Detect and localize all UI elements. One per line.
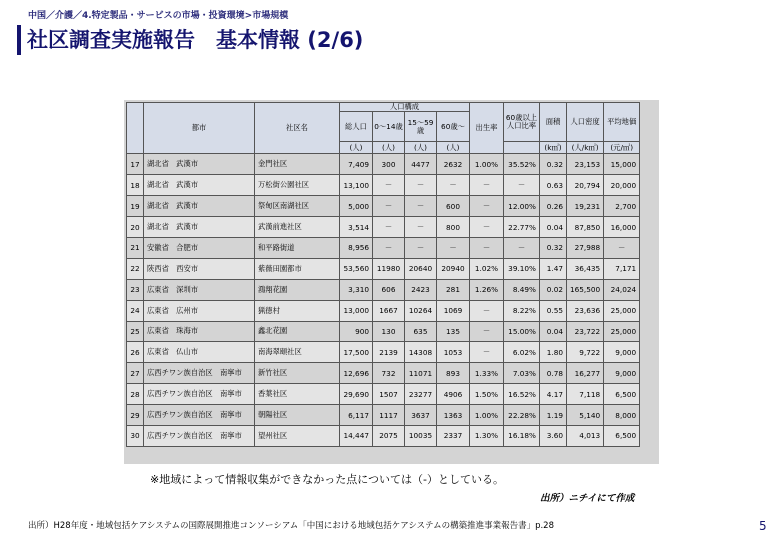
- row-total-pop: 14,447: [340, 425, 373, 446]
- row-age-60: 600: [437, 196, 470, 217]
- row-land-price: 8,000: [604, 405, 640, 426]
- row-total-pop: 13,000: [340, 300, 373, 321]
- header-land-price-unit: (元/㎡): [604, 142, 640, 154]
- row-community: 香葉社区: [255, 384, 340, 405]
- row-area: 1.19: [540, 405, 567, 426]
- row-city: 湖北省 武漢市: [144, 154, 255, 175]
- row-age-60: 1069: [437, 300, 470, 321]
- row-no: 21: [127, 237, 144, 258]
- row-age-0-14: 606: [373, 279, 405, 300]
- row-density: 7,118: [567, 384, 604, 405]
- row-density: 9,722: [567, 342, 604, 363]
- table-row: [127, 342, 640, 363]
- table-row: [127, 405, 640, 426]
- row-age-15-59: 11071: [405, 363, 437, 384]
- row-age-60: 893: [437, 363, 470, 384]
- row-land-price: 25,000: [604, 300, 640, 321]
- header-density: 人口密度: [567, 103, 604, 142]
- header-elderly-ratio: 60歳以上人口比率: [504, 103, 540, 142]
- row-community: 鑫北花園: [255, 321, 340, 342]
- row-age-15-59: 3637: [405, 405, 437, 426]
- row-age-0-14: 1667: [373, 300, 405, 321]
- row-birth-rate: －: [470, 342, 504, 363]
- row-area: 0.04: [540, 321, 567, 342]
- row-elderly-ratio: 12.00%: [504, 196, 540, 217]
- row-city: 広東省 珠海市: [144, 321, 255, 342]
- row-city: 広西チワン族自治区 南寧市: [144, 425, 255, 446]
- row-age-60: 4906: [437, 384, 470, 405]
- table-row: [127, 196, 640, 217]
- row-age-0-14: 300: [373, 154, 405, 175]
- row-total-pop: 3,514: [340, 217, 373, 238]
- row-total-pop: 53,560: [340, 258, 373, 279]
- table-row: [127, 321, 640, 342]
- row-age-15-59: －: [405, 196, 437, 217]
- row-no: 24: [127, 300, 144, 321]
- row-land-price: 24,024: [604, 279, 640, 300]
- header-elderly-blank: [504, 142, 540, 154]
- row-area: 4.17: [540, 384, 567, 405]
- row-elderly-ratio: 22.28%: [504, 405, 540, 426]
- row-land-price: 16,000: [604, 217, 640, 238]
- row-area: 0.02: [540, 279, 567, 300]
- row-total-pop: 5,000: [340, 196, 373, 217]
- row-community: 南海翠頤社区: [255, 342, 340, 363]
- row-community: 望州社区: [255, 425, 340, 446]
- row-total-pop: 6,117: [340, 405, 373, 426]
- row-total-pop: 17,500: [340, 342, 373, 363]
- row-birth-rate: 1.33%: [470, 363, 504, 384]
- title-accent-bar: [17, 25, 21, 55]
- row-density: 36,435: [567, 258, 604, 279]
- row-density: 23,636: [567, 300, 604, 321]
- row-no: 26: [127, 342, 144, 363]
- table-row: [127, 217, 640, 238]
- row-no: 30: [127, 425, 144, 446]
- row-area: 0.32: [540, 154, 567, 175]
- row-community: 祭甸区南湖社区: [255, 196, 340, 217]
- row-total-pop: 900: [340, 321, 373, 342]
- row-area: 0.78: [540, 363, 567, 384]
- row-total-pop: 3,310: [340, 279, 373, 300]
- row-area: 0.26: [540, 196, 567, 217]
- row-density: 165,500: [567, 279, 604, 300]
- row-elderly-ratio: －: [504, 237, 540, 258]
- row-no: 25: [127, 321, 144, 342]
- bottom-source-citation: 出所）H28年度・地域包括ケアシステムの国際展開推進コンソーシアム「中国における地域包括ケアシステムの構築推進事業報告書」p.28: [28, 521, 554, 531]
- row-total-pop: 29,690: [340, 384, 373, 405]
- row-elderly-ratio: 39.10%: [504, 258, 540, 279]
- row-land-price: 6,500: [604, 384, 640, 405]
- row-age-60: 1053: [437, 342, 470, 363]
- row-birth-rate: －: [470, 217, 504, 238]
- header-age-60-unit: (人): [437, 142, 470, 154]
- row-age-60: 2632: [437, 154, 470, 175]
- row-community: 朝陽社区: [255, 405, 340, 426]
- header-age-0-14: 0～14歳: [373, 112, 405, 142]
- row-city: 広西チワン族自治区 南寧市: [144, 363, 255, 384]
- row-total-pop: 12,696: [340, 363, 373, 384]
- row-community: 和平路街道: [255, 237, 340, 258]
- row-age-0-14: 732: [373, 363, 405, 384]
- row-land-price: 7,171: [604, 258, 640, 279]
- row-density: 20,794: [567, 175, 604, 196]
- row-no: 19: [127, 196, 144, 217]
- row-city: 湖北省 武漢市: [144, 217, 255, 238]
- row-birth-rate: 1.02%: [470, 258, 504, 279]
- row-no: 20: [127, 217, 144, 238]
- row-area: 0.55: [540, 300, 567, 321]
- row-no: 27: [127, 363, 144, 384]
- row-birth-rate: 1.00%: [470, 154, 504, 175]
- row-density: 5,140: [567, 405, 604, 426]
- table-row: [127, 363, 640, 384]
- header-land-price: 平均地価: [604, 103, 640, 142]
- source-note: 出所）ニチイにて作成: [540, 493, 635, 504]
- row-age-0-14: 11980: [373, 258, 405, 279]
- row-birth-rate: －: [470, 196, 504, 217]
- table-row: [127, 279, 640, 300]
- row-density: 23,153: [567, 154, 604, 175]
- table-footnote: ※地域によって情報収集ができなかった点については（-）としている。: [150, 473, 504, 486]
- row-birth-rate: 1.50%: [470, 384, 504, 405]
- row-age-0-14: －: [373, 196, 405, 217]
- row-birth-rate: －: [470, 237, 504, 258]
- table-row: [127, 175, 640, 196]
- row-age-15-59: 10035: [405, 425, 437, 446]
- header-area-unit: (k㎡): [540, 142, 567, 154]
- row-elderly-ratio: －: [504, 175, 540, 196]
- row-elderly-ratio: 8.49%: [504, 279, 540, 300]
- row-land-price: 9,000: [604, 342, 640, 363]
- row-age-15-59: 10264: [405, 300, 437, 321]
- row-age-15-59: 4477: [405, 154, 437, 175]
- row-density: 19,231: [567, 196, 604, 217]
- header-total-pop: 総人口: [340, 112, 373, 142]
- table-row: [127, 300, 640, 321]
- row-age-0-14: －: [373, 217, 405, 238]
- row-land-price: 2,700: [604, 196, 640, 217]
- row-elderly-ratio: 15.00%: [504, 321, 540, 342]
- row-total-pop: 13,100: [340, 175, 373, 196]
- row-elderly-ratio: 16.52%: [504, 384, 540, 405]
- table-row: [127, 384, 640, 405]
- table-row: [127, 425, 640, 446]
- row-no: 18: [127, 175, 144, 196]
- row-community: 新竹社区: [255, 363, 340, 384]
- row-age-60: －: [437, 237, 470, 258]
- row-community: 武漢前進社区: [255, 217, 340, 238]
- row-land-price: 6,500: [604, 425, 640, 446]
- row-community: 万松街公園社区: [255, 175, 340, 196]
- row-density: 87,850: [567, 217, 604, 238]
- row-elderly-ratio: 22.77%: [504, 217, 540, 238]
- row-elderly-ratio: 8.22%: [504, 300, 540, 321]
- row-density: 4,013: [567, 425, 604, 446]
- row-age-0-14: 1117: [373, 405, 405, 426]
- row-city: 広西チワン族自治区 南寧市: [144, 405, 255, 426]
- row-area: 3.60: [540, 425, 567, 446]
- row-no: 29: [127, 405, 144, 426]
- row-age-0-14: 1507: [373, 384, 405, 405]
- row-age-15-59: 20640: [405, 258, 437, 279]
- header-age-15-59: 15～59歳: [405, 112, 437, 142]
- header-pop-group: 人口構成: [340, 103, 470, 112]
- row-area: 0.04: [540, 217, 567, 238]
- row-age-60: 281: [437, 279, 470, 300]
- header-total-pop-unit: (人): [340, 142, 373, 154]
- row-birth-rate: 1.30%: [470, 425, 504, 446]
- header-no: [127, 103, 144, 154]
- row-land-price: 25,000: [604, 321, 640, 342]
- row-city: 広東省 仏山市: [144, 342, 255, 363]
- row-area: 0.63: [540, 175, 567, 196]
- row-birth-rate: －: [470, 321, 504, 342]
- row-city: 陝西省 西安市: [144, 258, 255, 279]
- row-land-price: 15,000: [604, 154, 640, 175]
- row-age-0-14: －: [373, 237, 405, 258]
- header-city: 都市: [144, 103, 255, 154]
- row-elderly-ratio: 7.03%: [504, 363, 540, 384]
- row-community: 紫薇田園都市: [255, 258, 340, 279]
- header-birth-rate: 出生率: [470, 103, 504, 154]
- row-total-pop: 7,409: [340, 154, 373, 175]
- row-age-15-59: 635: [405, 321, 437, 342]
- row-land-price: 9,000: [604, 363, 640, 384]
- table-row: [127, 258, 640, 279]
- row-age-60: －: [437, 175, 470, 196]
- row-birth-rate: 1.00%: [470, 405, 504, 426]
- row-community: 金門社区: [255, 154, 340, 175]
- survey-table: [126, 102, 640, 447]
- row-city: 広東省 深圳市: [144, 279, 255, 300]
- row-age-15-59: 23277: [405, 384, 437, 405]
- row-age-0-14: 2075: [373, 425, 405, 446]
- row-birth-rate: 1.26%: [470, 279, 504, 300]
- row-age-0-14: 130: [373, 321, 405, 342]
- page-title: 社区調査実施報告 基本情報 (2/6): [27, 28, 364, 52]
- row-city: 湖北省 武漢市: [144, 196, 255, 217]
- row-density: 27,988: [567, 237, 604, 258]
- header-community: 社区名: [255, 103, 340, 154]
- row-density: 16,277: [567, 363, 604, 384]
- header-age-0-14-unit: (人): [373, 142, 405, 154]
- row-age-0-14: －: [373, 175, 405, 196]
- row-elderly-ratio: 16.18%: [504, 425, 540, 446]
- row-birth-rate: －: [470, 175, 504, 196]
- row-elderly-ratio: 6.02%: [504, 342, 540, 363]
- row-age-15-59: 14308: [405, 342, 437, 363]
- header-area: 面積: [540, 103, 567, 142]
- row-city: 広東省 広州市: [144, 300, 255, 321]
- header-age-60: 60歳～: [437, 112, 470, 142]
- page-number: 5: [759, 519, 767, 533]
- breadcrumb: 中国／介護／4.特定製品・サービスの市場・投資環境>市場規模: [28, 11, 289, 21]
- row-density: 23,722: [567, 321, 604, 342]
- row-age-15-59: 2423: [405, 279, 437, 300]
- row-land-price: 20,000: [604, 175, 640, 196]
- row-no: 17: [127, 154, 144, 175]
- row-elderly-ratio: 35.52%: [504, 154, 540, 175]
- row-no: 28: [127, 384, 144, 405]
- row-age-0-14: 2139: [373, 342, 405, 363]
- row-area: 0.32: [540, 237, 567, 258]
- row-no: 22: [127, 258, 144, 279]
- row-age-15-59: －: [405, 175, 437, 196]
- table-row: [127, 154, 640, 175]
- row-age-60: 2337: [437, 425, 470, 446]
- row-age-60: 135: [437, 321, 470, 342]
- header-age-15-59-unit: (人): [405, 142, 437, 154]
- row-community: 猟徳村: [255, 300, 340, 321]
- row-city: 広西チワン族自治区 南寧市: [144, 384, 255, 405]
- row-age-15-59: －: [405, 237, 437, 258]
- row-area: 1.47: [540, 258, 567, 279]
- row-city: 湖北省 武漢市: [144, 175, 255, 196]
- row-age-60: 1363: [437, 405, 470, 426]
- row-total-pop: 8,956: [340, 237, 373, 258]
- row-age-60: 800: [437, 217, 470, 238]
- table-row: [127, 237, 640, 258]
- row-land-price: －: [604, 237, 640, 258]
- row-area: 1.80: [540, 342, 567, 363]
- row-age-15-59: －: [405, 217, 437, 238]
- row-community: 鴻翔花園: [255, 279, 340, 300]
- row-city: 安徽省 合肥市: [144, 237, 255, 258]
- header-density-unit: (人/k㎡): [567, 142, 604, 154]
- row-birth-rate: －: [470, 300, 504, 321]
- row-age-60: 20940: [437, 258, 470, 279]
- row-no: 23: [127, 279, 144, 300]
